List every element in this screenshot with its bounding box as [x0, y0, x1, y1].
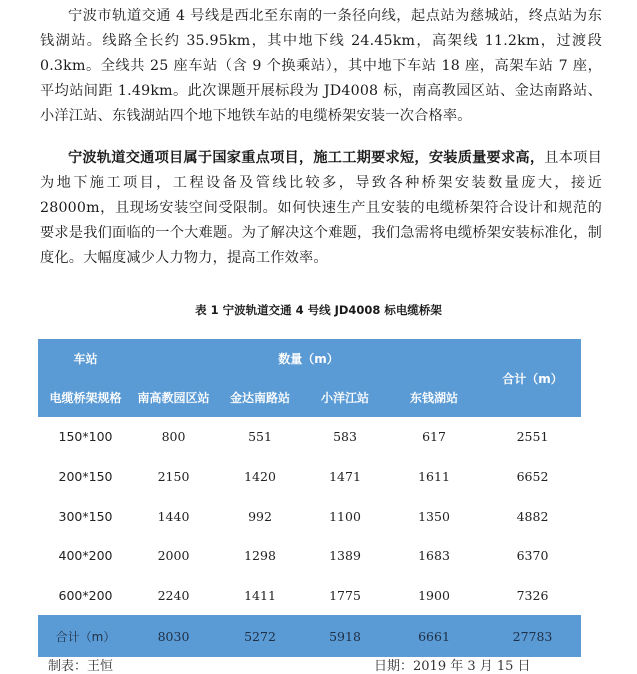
table-row: [38, 536, 581, 576]
row-value: 1100: [329, 508, 361, 524]
header-station-name: 小洋江站: [306, 377, 384, 417]
cable-tray-table: [38, 339, 581, 657]
row-value: 583: [333, 429, 357, 445]
row-value: 1298: [244, 548, 276, 564]
row-value: 800: [161, 429, 186, 445]
row-total: 4882: [516, 508, 549, 524]
table-row: [38, 457, 581, 497]
header-station: 车站: [38, 339, 133, 377]
row-value: 2150: [157, 469, 190, 485]
row-value: 1420: [244, 469, 276, 485]
row-value: 1411: [244, 588, 276, 604]
header-total: 合计（m）: [484, 339, 581, 417]
header-quantity: 数量（m）: [133, 339, 484, 377]
table-row: [38, 576, 581, 616]
row-value: 1440: [157, 508, 190, 524]
total-value: 5918: [306, 615, 384, 657]
row-value: 617: [422, 429, 446, 445]
header-station-name: 金达南路站: [214, 377, 306, 417]
row-value: 551: [248, 429, 272, 445]
footer-preparer: 制表：王恒: [48, 659, 114, 674]
row-value: 1683: [418, 548, 450, 564]
project-paragraph-rest: 且本项目为地下施工项目，工程设备及管线比较多，导致各种桥架安装数量庞大，接近 28000m，且现场安装空间受限制。如何快速生产且安装的电缆桥架符合设计和规范的要求是我们面临的一个大难题。为了解决这个难题，我们急需将电缆桥架安装标准化，制度化。大幅度减少人力物力，提高工作效率。: [40, 150, 602, 266]
footer-date: 日期：2019 年 3 月 15 日: [374, 659, 531, 674]
header-spec: 电缆桥架规格: [38, 377, 133, 417]
project-paragraph: [40, 146, 602, 271]
row-spec: 200*150: [58, 469, 113, 485]
row-value: 1611: [418, 469, 450, 485]
table-total-row: [38, 615, 581, 657]
grand-total: 27783: [484, 615, 581, 657]
row-value: 1900: [418, 588, 450, 604]
table-row: [38, 496, 581, 536]
header-station-name: 东钱湖站: [384, 377, 484, 417]
row-value: 1389: [329, 548, 361, 564]
table-header-row: [38, 339, 581, 377]
total-value: 5272: [214, 615, 306, 657]
row-value: 1775: [329, 588, 361, 604]
row-total: 6652: [516, 469, 549, 485]
table-caption: 表 1 宁波轨道交通 4 号线 JD4008 标电缆桥架: [195, 303, 442, 317]
row-spec: 400*200: [58, 548, 113, 564]
project-paragraph-bold: 宁波轨道交通项目属于国家重点项目，施工工期要求短，安装质量要求高，: [68, 150, 545, 166]
row-value: 2240: [157, 588, 190, 604]
row-spec: 300*150: [58, 508, 113, 524]
total-label: 合计（m）: [38, 615, 133, 657]
intro-paragraph: 宁波市轨道交通 4 号线是西北至东南的一条径向线，起点站为慈城站，终点站为东钱湖站。线路全长约 35.95km，其中地下线 24.45km，高架线 11.2km，过渡段 0.3km。全线共 25 座车站（含 9 个换乘站），其中地下车站 18 座，高架车站 7 座，平均站间距 1.49km。此次课题开展标段为 JD4008 标，南高教园区站、金达南路站、小洋江站、东钱湖站四个地下地铁车站的电缆桥架安装一次合格率。: [40, 8, 602, 124]
row-value: 992: [248, 508, 272, 524]
row-total: 2551: [516, 429, 549, 445]
header-station-name: 南高教园区站: [133, 377, 214, 417]
row-total: 7326: [516, 588, 549, 604]
row-value: 1471: [329, 469, 361, 485]
row-spec: 150*100: [58, 429, 113, 445]
total-value: 6661: [384, 615, 484, 657]
table-row: [38, 417, 581, 457]
row-value: 1350: [418, 508, 450, 524]
row-spec: 600*200: [58, 588, 113, 604]
total-value: 8030: [133, 615, 214, 657]
row-value: 2000: [157, 548, 190, 564]
row-total: 6370: [516, 548, 549, 564]
